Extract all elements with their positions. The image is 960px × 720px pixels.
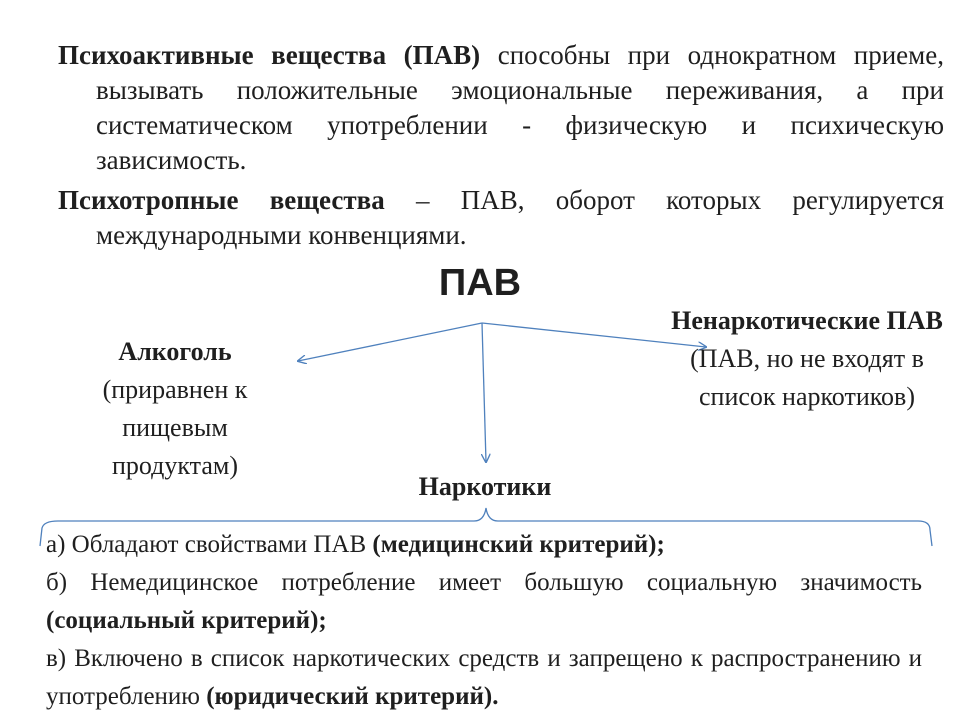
node-alcohol-note: (приравнен к пищевым продуктам) [102, 375, 248, 480]
criterion-legal [46, 640, 922, 716]
criterion-label: (юридический критерий). [206, 683, 499, 710]
node-nonnarcotic-note: (ПАВ, но не входят в список наркотиков) [690, 344, 924, 411]
definition-text: способны при однократном приеме, вызывать положительные эмоциональные переживания, а при систематическом употреблении - физическую и психическую зависимость. [96, 40, 944, 175]
definition-term: Психотропные вещества [58, 185, 385, 215]
criterion-label: (медицинский критерий); [372, 531, 665, 558]
arrow-to-alcohol [298, 323, 482, 361]
node-alcohol [60, 333, 290, 485]
criterion-medical [46, 526, 922, 564]
criterion-label: (социальный критерий); [46, 607, 327, 634]
node-alcohol-title: Алкоголь [118, 337, 232, 366]
criteria-list [46, 526, 922, 716]
node-narcotics: Наркотики [418, 472, 552, 501]
criterion-text: б) Немедицинское потребление имеет большую социальную значимость [46, 569, 922, 596]
node-nonnarcotic-title: Ненаркотические ПАВ [671, 306, 943, 335]
criterion-social [46, 564, 922, 640]
criterion-text: в) Включено в список наркотических средств и запрещено к распространению и употреблению [46, 645, 922, 710]
definition-term: Психоактивные вещества (ПАВ) [58, 40, 481, 70]
criterion-text: а) Обладают свойствами ПАВ [46, 531, 373, 558]
node-nonnarcotic [668, 302, 946, 416]
diagram-root-label: ПАВ [438, 262, 522, 304]
arrow-to-narcotics [482, 323, 486, 462]
definition-text: – ПАВ, оборот которых регулируется международными конвенциями. [96, 185, 944, 250]
